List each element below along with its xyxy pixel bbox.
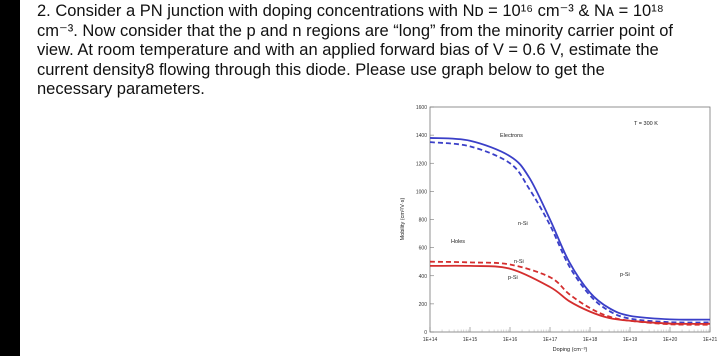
x-tick-label: 1E+16 <box>502 337 518 343</box>
y-tick-labels <box>416 105 427 336</box>
y-tick-label: 600 <box>418 245 427 252</box>
x-axis-label: Doping (cm⁻³) <box>552 347 588 353</box>
annotation-electrons-nsi: n-Si <box>518 221 528 227</box>
x-tick-label: 1E+18 <box>582 337 598 343</box>
annotation-electrons-psi: p-Si <box>508 275 518 281</box>
y-tick-label: 800 <box>418 217 427 224</box>
y-tick-label: 1000 <box>415 189 427 196</box>
x-tick-label: 1E+21 <box>702 337 718 343</box>
x-tick-label: 1E+19 <box>622 337 638 343</box>
mobility-chart <box>390 98 720 356</box>
annotation-electrons: Electrons <box>500 133 523 139</box>
x-tick-label: 1E+14 <box>422 337 438 343</box>
x-tick-label: 1E+15 <box>462 337 478 343</box>
y-axis-label: Mobility (cm²/V·s) <box>400 197 406 241</box>
question-line-2: cm⁻³. Now consider that the p and n regions are “long” from the minority carrier point of <box>37 21 673 40</box>
temperature-label: T = 300 K <box>634 121 658 127</box>
annotation-holes-psi: p-Si <box>620 272 630 278</box>
y-tick-label: 400 <box>418 273 427 280</box>
y-tick-label: 200 <box>418 301 427 308</box>
question-text <box>37 2 699 100</box>
x-tick-label: 1E+20 <box>662 337 678 343</box>
annotation-holes-nsi: n-Si <box>514 259 524 265</box>
y-tick-label: 0 <box>424 330 427 336</box>
y-tick-label: 1400 <box>415 133 427 140</box>
question-line-4: current density8 flowing through this diode. Please use graph below to get the <box>37 60 605 79</box>
annotation-holes: Holes <box>451 239 466 245</box>
left-edge-bar <box>0 0 20 356</box>
question-line-3: view. At room temperature and with an applied forward bias of V = 0.6 V, estimate the <box>37 41 659 59</box>
y-tick-label: 1200 <box>415 161 427 168</box>
y-tick-label: 1600 <box>415 105 427 111</box>
x-tick-label: 1E+17 <box>542 337 558 343</box>
question-line-1: 2. Consider a PN junction with doping concentrations with Nᴅ = 10¹⁶ cm⁻³ & Nᴀ = 10¹⁸ <box>37 2 664 20</box>
question-line-5: necessary parameters. <box>37 80 205 98</box>
x-tick-labels <box>423 337 718 343</box>
mobility-figure <box>390 98 720 356</box>
